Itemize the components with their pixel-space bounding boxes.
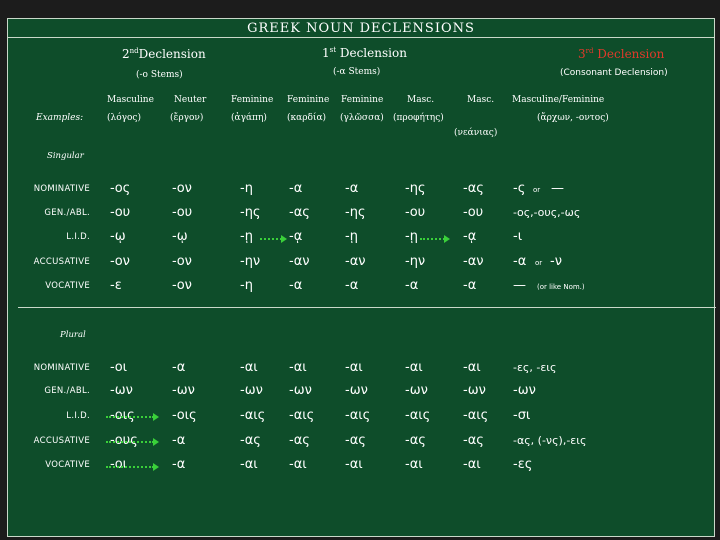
ending-cell: -ου: [110, 205, 131, 220]
column-header: Feminine: [231, 95, 274, 105]
example-word: (ἀγάπη): [231, 113, 267, 123]
ending-cell: -ου: [463, 205, 484, 220]
ending-cell: -αις: [240, 408, 266, 423]
examples-label: Examples:: [36, 113, 84, 123]
column-header: Feminine: [287, 95, 330, 105]
ending-cell: -ων: [240, 383, 263, 398]
ending-cell: -α: [289, 181, 303, 196]
ending-cell: -ε: [110, 278, 122, 293]
singular-label: Singular: [47, 151, 84, 161]
case-label: NOMINATIVE: [33, 184, 90, 194]
third-declension-subtitle: (Consonant Declension): [560, 68, 668, 78]
arrow-icon: [420, 238, 445, 240]
ending-cell: -ην: [405, 254, 426, 269]
column-header: Masc.: [407, 95, 435, 105]
ending-cell: -ῳ: [110, 229, 126, 244]
ending-cell: -ων: [289, 383, 312, 398]
ending-cell: or: [533, 186, 541, 194]
ending-cell: -αν: [463, 254, 484, 269]
arrow-icon: [106, 441, 154, 443]
case-label: L.I.D.: [66, 232, 90, 242]
ending-cell: -αι: [345, 457, 363, 472]
ending-cell: -οι: [110, 360, 128, 375]
ending-cell: -α: [345, 181, 359, 196]
ending-cell: —: [513, 278, 526, 293]
case-label: GEN./ABL.: [44, 208, 90, 218]
ending-cell: -αι: [463, 457, 481, 472]
ending-cell: -αι: [345, 360, 363, 375]
extra-example: (νεάνιας): [454, 128, 498, 138]
ending-cell: -αι: [289, 457, 307, 472]
ending-cell: -ας: [345, 433, 366, 448]
ending-cell: -αι: [289, 360, 307, 375]
ending-cell: -ων: [110, 383, 133, 398]
ending-cell: -ας: [289, 433, 310, 448]
second-declension-header: 2ndDeclension: [122, 47, 206, 61]
ending-cell: -ας: [289, 205, 310, 220]
ending-cell: -ων: [513, 383, 536, 398]
ending-cell: -ον: [172, 181, 192, 196]
ending-cell: -αι: [240, 457, 258, 472]
ending-cell: -ῃ: [345, 229, 358, 244]
ending-cell: -αν: [289, 254, 310, 269]
ending-cell: -ου: [172, 205, 193, 220]
ending-cell: -ων: [405, 383, 428, 398]
ending-cell: -ς: [513, 181, 526, 196]
ending-cell: -αι: [405, 457, 423, 472]
ending-cell: -ης: [405, 181, 426, 196]
ending-cell: -ες, -εις: [513, 361, 557, 374]
case-label: VOCATIVE: [45, 460, 90, 470]
first-declension-subtitle: (-α Stems): [333, 67, 381, 77]
ending-cell: -α: [172, 433, 186, 448]
column-header: Feminine: [341, 95, 384, 105]
ending-cell: -ι: [513, 229, 523, 244]
ending-cell: -ον: [172, 278, 192, 293]
arrow-icon: [106, 416, 154, 418]
ending-cell: -α: [172, 457, 186, 472]
column-header: Masculine/Feminine: [512, 95, 605, 105]
ending-cell: (or like Nom.): [537, 283, 585, 291]
ending-cell: -ος,-ους,-ως: [513, 206, 581, 219]
ending-cell: -ν: [550, 254, 562, 269]
ending-cell: -ας: [463, 433, 484, 448]
ending-cell: -ον: [172, 254, 192, 269]
title-bar: [7, 18, 715, 39]
column-header: Masc.: [467, 95, 495, 105]
example-word: (ἄρχων, -οντος): [537, 113, 609, 123]
ending-cell: -ον: [110, 254, 130, 269]
ending-cell: -ους: [110, 433, 138, 448]
ending-cell: -σι: [513, 408, 531, 423]
ending-cell: -ᾳ: [289, 229, 303, 244]
case-label: ACCUSATIVE: [33, 257, 90, 267]
ending-cell: -ων: [345, 383, 368, 398]
arrow-icon: [260, 238, 282, 240]
ending-cell: -η: [240, 181, 253, 196]
ending-cell: -οι: [110, 457, 128, 472]
ending-cell: -α: [345, 278, 359, 293]
ending-cell: -α: [405, 278, 419, 293]
example-word: (προφήτης): [393, 113, 444, 123]
ending-cell: -ες: [513, 457, 533, 472]
third-declension-header: 3rd Declension: [578, 47, 665, 61]
ending-cell: -α: [513, 254, 527, 269]
ending-cell: -αν: [345, 254, 366, 269]
plural-label: Plural: [60, 330, 86, 340]
example-word: (γλῶσσα): [340, 113, 384, 123]
page-title: GREEK NOUN DECLENSIONS: [247, 21, 475, 36]
ending-cell: -ης: [345, 205, 366, 220]
example-word: (ἔργον): [170, 113, 204, 123]
second-declension-subtitle: (-ο Stems): [136, 70, 183, 80]
ending-cell: —: [551, 181, 564, 196]
column-header: Masculine: [107, 95, 154, 105]
ending-cell: or: [535, 259, 543, 267]
ending-cell: -ην: [240, 254, 261, 269]
ending-cell: -ης: [240, 205, 261, 220]
ending-cell: -α: [289, 278, 303, 293]
section-divider: [18, 307, 716, 308]
ending-cell: -ας, (-νς),-εις: [513, 434, 587, 447]
ending-cell: -αις: [463, 408, 489, 423]
ending-cell: -ας: [405, 433, 426, 448]
ending-cell: -ας: [240, 433, 261, 448]
ending-cell: -ος: [110, 181, 131, 196]
ending-cell: -οις: [110, 408, 135, 423]
ending-cell: -ῃ: [405, 229, 418, 244]
case-label: GEN./ABL.: [44, 386, 90, 396]
ending-cell: -αις: [405, 408, 431, 423]
arrow-icon: [106, 466, 154, 468]
ending-cell: -η: [240, 278, 253, 293]
case-label: VOCATIVE: [45, 281, 90, 291]
case-label: L.I.D.: [66, 411, 90, 421]
ending-cell: -ου: [405, 205, 426, 220]
example-word: (λόγος): [107, 113, 141, 123]
ending-cell: -αις: [345, 408, 371, 423]
ending-cell: -ας: [463, 181, 484, 196]
ending-cell: -ῳ: [172, 229, 188, 244]
example-word: (καρδία): [287, 113, 327, 123]
ending-cell: -α: [463, 278, 477, 293]
ending-cell: -ων: [463, 383, 486, 398]
case-label: ACCUSATIVE: [33, 436, 90, 446]
ending-cell: -ων: [172, 383, 195, 398]
ending-cell: -ᾳ: [463, 229, 477, 244]
first-declension-header: 1st Declension: [322, 46, 407, 60]
ending-cell: -αι: [240, 360, 258, 375]
ending-cell: -αι: [405, 360, 423, 375]
column-header: Neuter: [174, 95, 207, 105]
ending-cell: -α: [172, 360, 186, 375]
ending-cell: -αις: [289, 408, 315, 423]
case-label: NOMINATIVE: [33, 363, 90, 373]
ending-cell: -αι: [463, 360, 481, 375]
ending-cell: -ῃ: [240, 229, 253, 244]
ending-cell: -οις: [172, 408, 197, 423]
